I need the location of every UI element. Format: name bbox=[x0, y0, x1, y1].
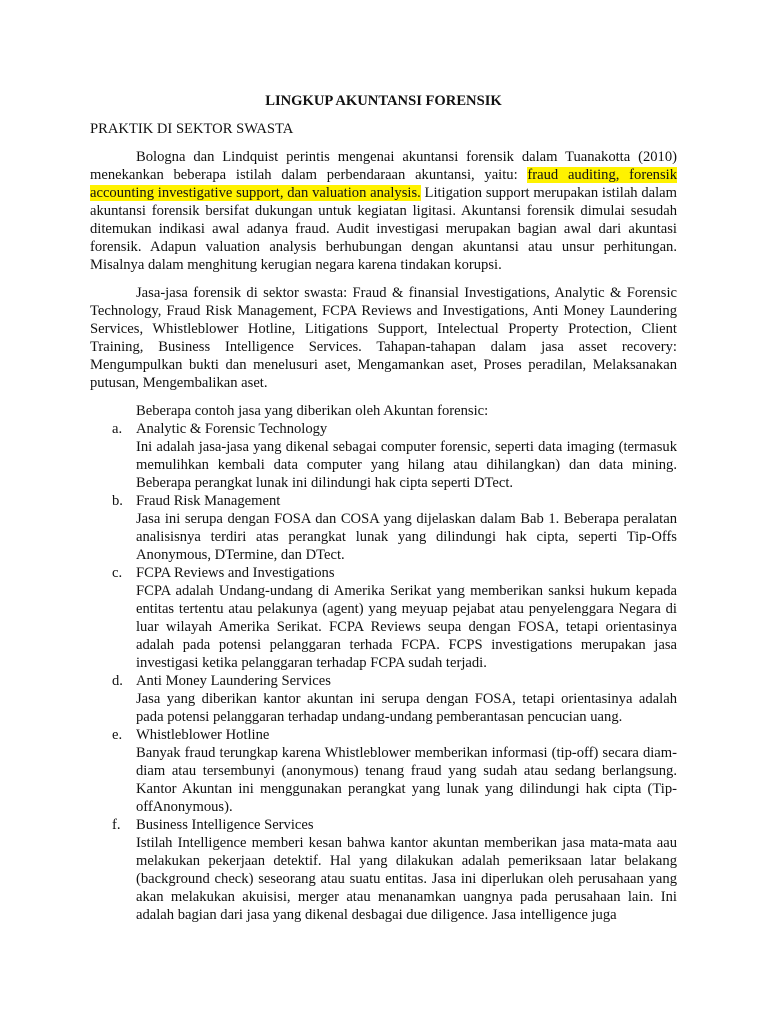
list-item-name: Whistleblower Hotline bbox=[136, 727, 270, 743]
document-title: LINGKUP AKUNTANSI FORENSIK bbox=[265, 93, 502, 109]
list-item bbox=[90, 420, 677, 492]
list-item-name: Anti Money Laundering Services bbox=[136, 673, 331, 689]
highlighted-text: fraud auditing, forensik accounting investigative support, dan valuation analysis. bbox=[90, 167, 677, 201]
list-item-name: Fraud Risk Management bbox=[136, 493, 281, 509]
list-item-description: Istilah Intelligence memberi kesan bahwa kantor akuntan memberikan jasa mata-mata aau melakukan pekerjaan detektif. Hal yang dilakukan adalah pemeriksaan latar belakang (background check) seseorang atau suatu entitas. Jasa ini diperlukan oleh perusahaan yang akan melakukan akuisisi, merger atau menanamkan uangnya pada perusahaan lain. Ini adalah bagian dari jasa yang dikenal desbagai due diligence. Jasa intelligence juga bbox=[136, 835, 677, 923]
paragraph-intro-text-before: Bologna dan Lindquist perintis mengenai akuntansi forensik dalam Tuanakotta (2010) menekankan beberapa istilah dalam perbendaraan akuntansi, yaitu: bbox=[90, 149, 677, 183]
list-item bbox=[90, 564, 677, 672]
list-item-letter: f. bbox=[112, 817, 121, 833]
list-item-letter: d. bbox=[112, 673, 123, 689]
services-list bbox=[90, 420, 677, 924]
paragraph-services-overview: Jasa-jasa forensik di sektor swasta: Fraud & finansial Investigations, Analytic & Forensic Technology, Fraud Risk Management, FCPA Reviews and Investigations, Anti Money Laundering Services, Whistleblower Hotline, Litigations Support, Intelectual Property Protection, Client Training, Business Intelligence Services. Tahapan-tahapan dalam jasa asset recovery: Mengumpulkan bukti dan menelusuri aset, Mengamankan aset, Proses peradilan, Melaksanakan putusan, Mengembalikan aset. bbox=[90, 285, 677, 391]
list-item-letter: a. bbox=[112, 421, 123, 437]
list-item bbox=[90, 492, 677, 564]
list-item-description: Ini adalah jasa-jasa yang dikenal sebagai computer forensic, seperti data imaging (termasuk memulihkan kembali data computer yang hilang atau dihilangkan) dan data mining. Beberapa perangkat lunak ini dilindungi hak cipta seperti DTect. bbox=[136, 439, 677, 491]
list-item bbox=[90, 726, 677, 816]
list-item-description: Jasa yang diberikan kantor akuntan ini serupa dengan FOSA, tetapi orientasinya adalah pada potensi pelanggaran terhadap undang-undang pemberantasan pencucian uang. bbox=[136, 691, 677, 725]
list-item-letter: c. bbox=[112, 565, 123, 581]
list-item-name: FCPA Reviews and Investigations bbox=[136, 565, 335, 581]
list-item-description: Jasa ini serupa dengan FOSA dan COSA yang dijelaskan dalam Bab 1. Beberapa peralatan analisisnya terdiri atas perangkat lunak yang dilindungi hak cipta, seperti Tip-Offs Anonymous, DTermine, dan DTect. bbox=[136, 511, 677, 563]
list-item-name: Business Intelligence Services bbox=[136, 817, 314, 833]
list-item-letter: b. bbox=[112, 493, 123, 509]
paragraph-intro bbox=[90, 148, 677, 274]
section-heading: PRAKTIK DI SEKTOR SWASTA bbox=[90, 121, 294, 137]
document-content bbox=[90, 92, 677, 924]
paragraph-intro-text-after: Litigation support merupakan istilah dalam akuntansi forensik bersifat dukungan untuk kegiatan ligitasi. Akuntansi forensik dimulai sesudah ditemukan indikasi awal adanya fraud. Audit investigasi merupakan bagian awal dari akuntasi forensik. Adapun valuation analysis berhubungan dengan akuntansi atau unsur perhitungan. Misalnya dalam menghitung kerugian negara karena tindakan korupsi. bbox=[90, 185, 677, 273]
services-list-intro: Beberapa contoh jasa yang diberikan oleh Akuntan forensic: bbox=[136, 403, 489, 419]
list-item-name: Analytic & Forensic Technology bbox=[136, 421, 328, 437]
list-item-description: Banyak fraud terungkap karena Whistleblower memberikan informasi (tip-off) secara diam-diam atau tersembunyi (anonymous) tenang fraud yang sudah atau sedang berlangsung. Kantor Akuntan ini menggunakan perangkat yang lunak yang dilindungi hak cipta (Tip-offAnonymous). bbox=[136, 745, 677, 815]
list-item bbox=[90, 816, 677, 924]
list-item-letter: e. bbox=[112, 727, 123, 743]
list-item bbox=[90, 672, 677, 726]
list-item-description: FCPA adalah Undang-undang di Amerika Serikat yang memberikan sanksi hukum kepada entitas tertentu atau pelakunya (agent) yang meyuap pejabat atau penyelenggara Negara di luar wilayah Amerika Serikat. FCPA Reviews seupa dengan FOSA, tetapi orientasinya adalah pada potensi pelanggaran terhada FCPA. FCPS investigations merupakan jasa investigasi ketika pelanggaran terhadap FCPA sudah terjadi. bbox=[136, 583, 677, 671]
